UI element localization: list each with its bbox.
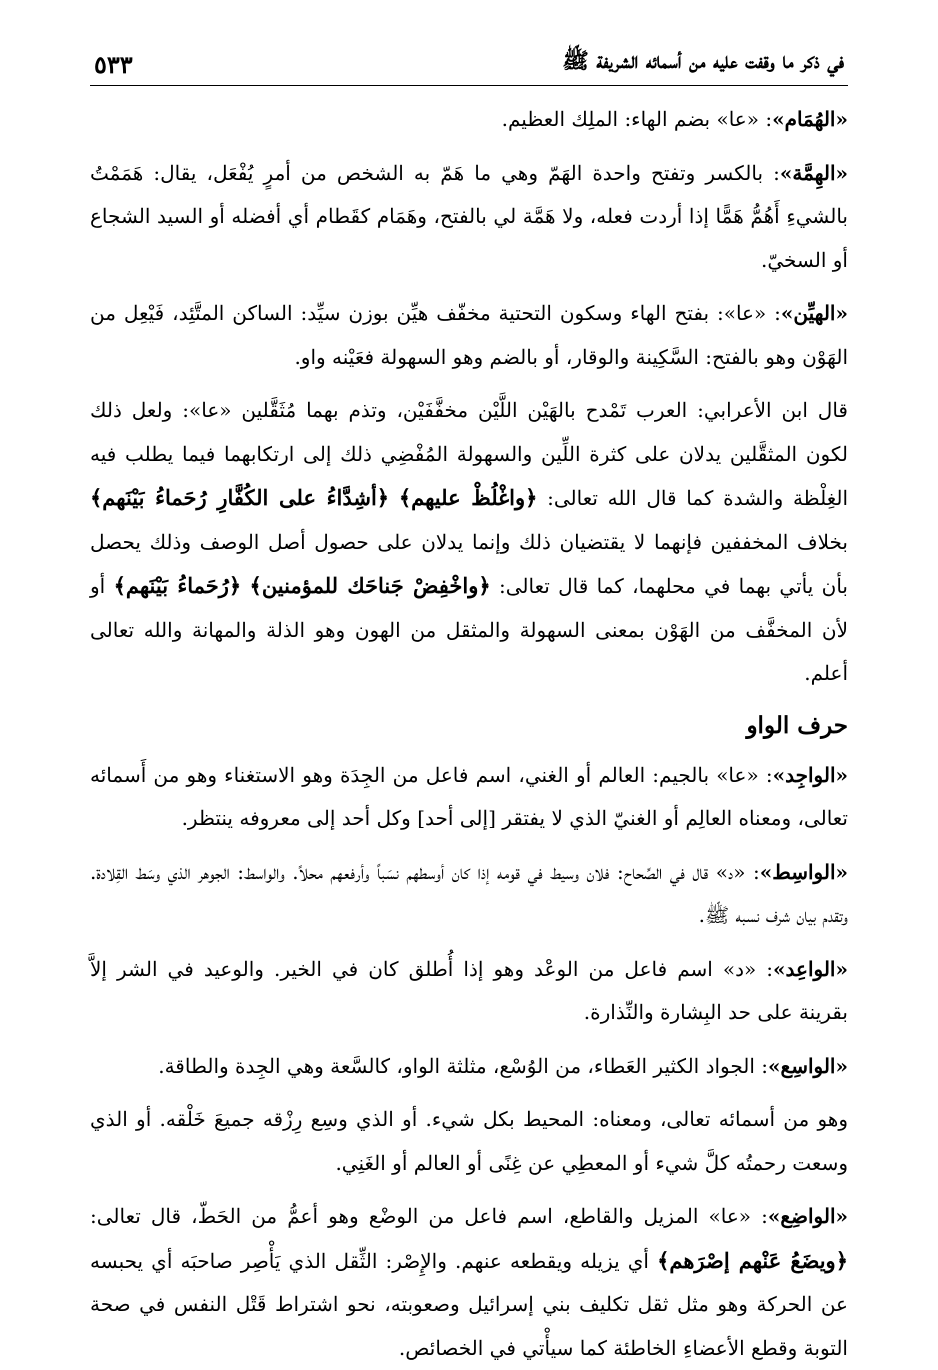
running-header xyxy=(90,38,848,86)
paragraph-text: قال ابن الأعرابي: العرب تَمْدح بالهَيْن اللَّيْن مخفَّفَيْن، وتذم بهما مُثَقَّلين «عا»: ولعل ذلك لكون المثقَّلين يدلان على كثرة اللِّين والسهولة المُفْضِي ذلك إلى ارتكابهما فيما يطلب فيه الغِلْظة والشدة كما قال الله تعالى: xyxy=(90,398,848,510)
entry-term: «الواسِط» xyxy=(759,859,848,884)
section-heading: حرف الواو xyxy=(746,711,848,739)
quran-quote: ﴿رُحَماءُ بَيْنَهم﴾ xyxy=(113,573,242,598)
separator-space xyxy=(389,486,399,510)
entry-wasit xyxy=(90,851,848,938)
entry-text: : «عا» بالجيم: العالم أو الغني، اسم فاعل من الجِدَة وهو الاستغناء وهو من أَسمائه تعالى، ومعناه العالِم أو الغنيّ الذي لا يفتقر [إلى أحد] وكل أحد إلى معروفه ينتظر. xyxy=(90,762,848,830)
separator-space xyxy=(241,574,249,598)
entry-term: «الواجِد» xyxy=(772,762,848,787)
entry-term: «الواضِع» xyxy=(767,1204,848,1228)
quran-quote: ﴿ويضَعُ عَنْهم إصْرَهم﴾ xyxy=(657,1247,848,1273)
running-title: في ذكر ما وقفت عليه من أسمائه الشريفة ﷺ xyxy=(562,48,844,74)
entry-text: أي يزيله ويقطعه عنهم. والإِصْر: الثِّقل الذي يَأْصِر صاحبَه أي يحبسه عن الحركة وهو مثل ثقل تكليف بني إسرائيل وصعوبته، نحو اشتراط قَتْل النفس في صحة التوبة وقطع الأعضاءِ الخاطئة كما سيأْتي في الخصائص. xyxy=(90,1248,848,1360)
entry-text: : الجواد الكثير العَطاء، من الوُسْع، مثلثة الواو، كالسَّعة وهي الجِدة والطاقة. xyxy=(158,1053,769,1078)
page-number: ٥٣٣ xyxy=(94,50,133,79)
entry-text: : «د» اسم فاعل من الوعْد وهو إذا أُطلق كان في الخير. والوعيد في الشر إلاَّ بقرينة على حد البِشارة والنِّذارة. xyxy=(90,956,848,1024)
entry-term: «الهِمَّة» xyxy=(779,160,848,185)
paragraph-ibn-arabi xyxy=(90,389,848,696)
entry-wasi-continuation: وهو من أسمائه تعالى، ومعناه: المحيط بكل شيء. أو الذي وسِع رِزْقه جميعَ خَلْقه. أو الذي وسعت رحمتُه كلَّ شيء أو المعطِي عن غِنًى أو العالم أو الغَنِي. xyxy=(90,1107,848,1175)
paragraph-text: بخلاف المخففين فإنهما لا يقتضيان ذلك وإنما يدلان على حصول أصل الوصف وذلك يحصل بأن يأتي بهما في محلهما، كما قال تعالى: xyxy=(90,529,848,598)
page-body xyxy=(90,98,848,1370)
book-page xyxy=(90,38,848,1360)
entry-wajid xyxy=(90,754,848,841)
entry-humam xyxy=(90,98,848,142)
entry-term: «الهُمَام» xyxy=(772,107,848,131)
entry-text: : «د» قال في الصِّحاح: فلان وسيط في قومه إذا كان أوسطهم نسَباً وأرفعهم محلاً. والواسط: الجوهر الذي وسَط القِلادة. وتقدم بيان شرف نسبه ﷺ. xyxy=(90,859,848,927)
entry-term: «الهيِّن» xyxy=(780,301,848,325)
quran-quote: ﴿أشِدَّاءُ على الكُفَّارِ رُحَماءُ بَيْنَهم﴾ xyxy=(90,485,390,510)
entry-text: : «عا»: بفتح الهاء وسكون التحتية مخفّف هيِّن بوزن سيِّد: الساكن المتَّئِد، فَيْعِل من الهَوْن وهو بالفتح: السَّكِينة والوقار، أو بالضم وهو السهولة فعَيْنه واو. xyxy=(90,301,848,369)
entry-text: : بالكسر وتفتح واحدة الهَمّ وهي ما هَمّ به الشخص من أمرٍ يُفْعَل، يقال: هَمَمْتُ بالشيءِ أَهُمُّ هَمًّا إذا أردت فعله، ولا هَمَّة لي بالفتح، وهَمَام كقَطام أي أفضله أو السيد الشجاع أو السخيّ. xyxy=(90,160,848,272)
quran-quote: ﴿واغْلُظْ عليهم﴾ xyxy=(398,485,538,510)
paragraph-text: أو لأن المخفَّف من الهَوْن بمعنى السهولة والمثقل من الهون وهو الذلة والمهانة والله تعالى أعلم. xyxy=(90,574,848,685)
entry-wasi xyxy=(90,1045,848,1089)
entry-text: : «عا» المزيل والقاطع، اسم فاعل من الوضْع وهو أعمُّ من الحَطّ، قال تعالى: xyxy=(90,1204,768,1228)
entry-himma xyxy=(90,152,848,283)
quran-quote: ﴿واخْفِضْ جَناحَك للمؤمنين﴾ xyxy=(249,573,491,598)
entry-term: «الواسِع» xyxy=(768,1053,848,1078)
entry-term: «الواعِد» xyxy=(773,956,848,981)
entry-hayyin xyxy=(90,292,848,379)
entry-waid xyxy=(90,948,848,1035)
entry-text: : «عا» بضم الهاء: الملِك العظيم. xyxy=(501,107,773,131)
entry-wadi xyxy=(90,1195,848,1370)
